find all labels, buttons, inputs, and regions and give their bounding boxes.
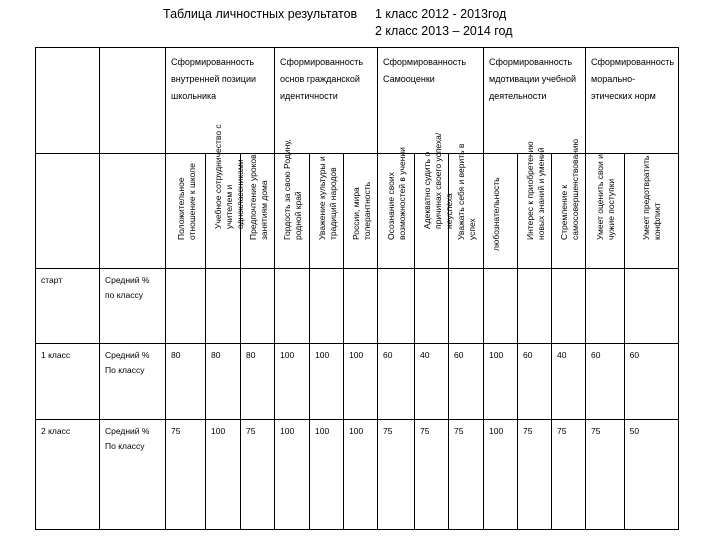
table-cell bbox=[518, 269, 552, 344]
table-cell: 75 bbox=[378, 420, 415, 530]
subcolumn-header: Гордость за свою Родину, родной край bbox=[275, 154, 310, 269]
title-main: Таблица личностных результатов bbox=[163, 7, 358, 21]
table-cell: 80 bbox=[166, 344, 206, 420]
table-cell bbox=[378, 269, 415, 344]
subcolumn-header: Интерес к приобретению новых знаний и умений bbox=[518, 154, 552, 269]
subcolumn-header: Положительное отношение к школе bbox=[166, 154, 206, 269]
row-metric: Средний % по классу bbox=[100, 269, 166, 344]
title-year-2: 2 класс 2013 – 2014 год bbox=[375, 24, 513, 38]
table-cell: 100 bbox=[310, 344, 344, 420]
row-metric: Средний % По классу bbox=[100, 420, 166, 530]
subcolumn-header: Учебное сотрудничество с учителем и одноклассниками bbox=[206, 154, 241, 269]
table-cell bbox=[624, 269, 679, 344]
table-cell bbox=[415, 269, 449, 344]
subcolumn-header: Умеет оценить свои и чужие поступки bbox=[586, 154, 625, 269]
subcolumn-header: Предпочтение уроков занятиям дома bbox=[241, 154, 275, 269]
table-cell: 75 bbox=[518, 420, 552, 530]
table-cell: 100 bbox=[275, 344, 310, 420]
table-cell: 75 bbox=[552, 420, 586, 530]
table-cell: 75 bbox=[241, 420, 275, 530]
table-cell bbox=[206, 269, 241, 344]
corner-cell-2 bbox=[100, 48, 166, 154]
group-header-moral-norms: Сформированность морально-этических норм bbox=[586, 48, 679, 154]
table-cell: 60 bbox=[449, 344, 484, 420]
group-header-motivation: Сформированность мдотивации учебной деятельности bbox=[484, 48, 586, 154]
subcolumn-header: любознательность bbox=[484, 154, 518, 269]
table-cell: 80 bbox=[241, 344, 275, 420]
group-header-civic-identity: Сформированность основ гражданской идентичности bbox=[275, 48, 378, 154]
page-title bbox=[163, 6, 513, 40]
table-cell bbox=[586, 269, 625, 344]
table-row bbox=[36, 269, 679, 344]
table-cell bbox=[449, 269, 484, 344]
table-cell: 75 bbox=[586, 420, 625, 530]
table-cell: 100 bbox=[344, 344, 378, 420]
table-cell: 100 bbox=[484, 420, 518, 530]
row-label: 2 класс bbox=[36, 420, 100, 530]
row-metric: Средний % По классу bbox=[100, 344, 166, 420]
subcolumn-header: Осознание своих возможностей в учении bbox=[378, 154, 415, 269]
corner-cell bbox=[36, 48, 100, 154]
table-cell: 50 bbox=[624, 420, 679, 530]
table-cell bbox=[552, 269, 586, 344]
table-cell: 100 bbox=[275, 420, 310, 530]
table-cell bbox=[241, 269, 275, 344]
table-cell bbox=[310, 269, 344, 344]
subcolumn-header: Уважать себя и верить в успех bbox=[449, 154, 484, 269]
table-cell: 60 bbox=[586, 344, 625, 420]
table-cell: 40 bbox=[415, 344, 449, 420]
table-cell bbox=[166, 269, 206, 344]
group-header-school-position: Сформированность внутренней позиции школьника bbox=[166, 48, 275, 154]
table-cell: 60 bbox=[378, 344, 415, 420]
table-cell: 80 bbox=[206, 344, 241, 420]
row-label: старт bbox=[36, 269, 100, 344]
subcolumn-header: Стремление к самосовершенствованию bbox=[552, 154, 586, 269]
table-cell: 75 bbox=[415, 420, 449, 530]
table-cell: 100 bbox=[206, 420, 241, 530]
table-cell: 75 bbox=[166, 420, 206, 530]
table-row bbox=[36, 420, 679, 530]
subcolumn-header: России, мира толерантность bbox=[344, 154, 378, 269]
table-cell bbox=[275, 269, 310, 344]
subcolumn-header: Уважение культуры и традиций народов bbox=[310, 154, 344, 269]
table-row bbox=[36, 344, 679, 420]
row-label: 1 класс bbox=[36, 344, 100, 420]
title-year-1: 1 класс 2012 - 2013год bbox=[375, 7, 507, 21]
subcolumn-header: Адекватно судить о причинах своего успеха/неуспеха bbox=[415, 154, 449, 269]
table-cell: 75 bbox=[449, 420, 484, 530]
results-table bbox=[35, 47, 679, 530]
table-cell bbox=[344, 269, 378, 344]
table-cell: 100 bbox=[484, 344, 518, 420]
table-cell: 100 bbox=[310, 420, 344, 530]
group-header-self-esteem: Сформированность Самооценки bbox=[378, 48, 484, 154]
table-cell: 40 bbox=[552, 344, 586, 420]
table-cell: 60 bbox=[624, 344, 679, 420]
subcolumn-header: Умеет предотвратить конфликт bbox=[624, 154, 679, 269]
table-cell: 60 bbox=[518, 344, 552, 420]
table-cell: 100 bbox=[344, 420, 378, 530]
table-cell bbox=[484, 269, 518, 344]
subcolumn-header-row bbox=[36, 154, 679, 269]
